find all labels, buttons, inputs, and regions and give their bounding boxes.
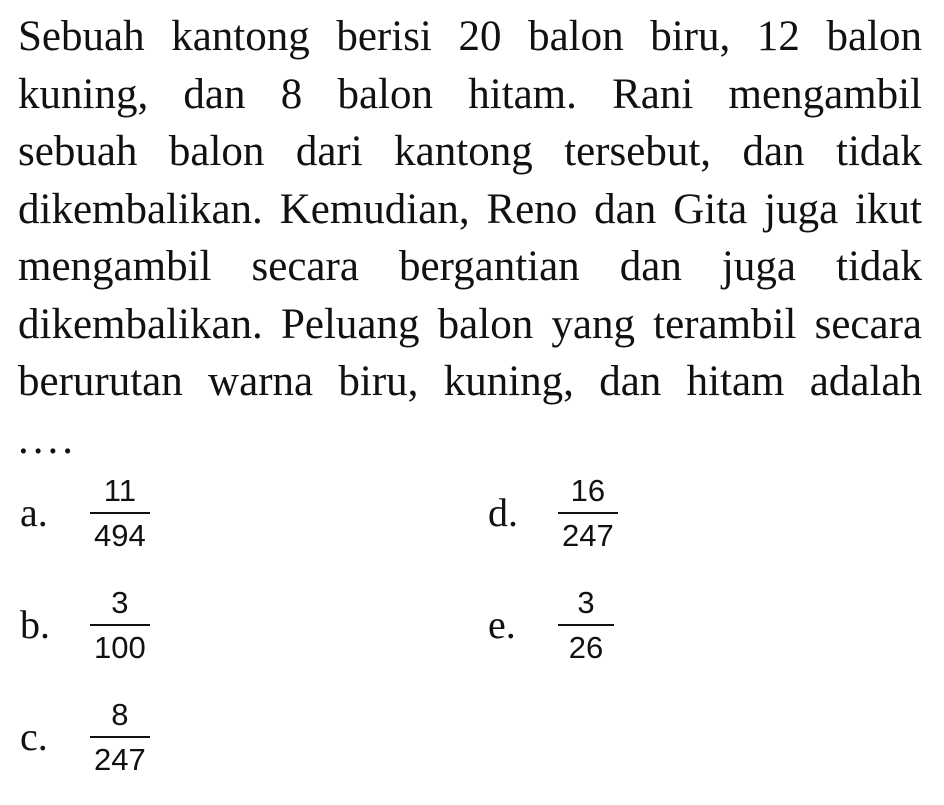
numerator: 16 [570,473,606,508]
question-line: mengambil secara bergantian dan juga tidak [18,243,922,290]
numerator: 11 [103,473,136,508]
fraction [90,699,150,775]
denominator: 247 [562,518,614,553]
question-line: kuning, dan 8 balon hitam. Rani mengambil [18,70,922,118]
numerator: 3 [111,585,129,620]
denominator: 100 [94,630,146,665]
option-e[interactable] [488,580,614,670]
option-a[interactable] [20,468,150,558]
question-line: dikembalikan. Kemudian, Reno dan Gita juga ikut [18,185,922,233]
fraction [558,475,618,551]
denominator: 26 [568,630,604,665]
numerator: 8 [111,697,129,732]
option-label: a. [20,490,48,535]
fraction [90,587,150,663]
denominator: 494 [94,518,146,553]
option-b[interactable] [20,580,150,670]
question-line: Sebuah kantong berisi 20 balon biru, 12 balon [18,13,922,60]
option-d[interactable] [488,468,618,558]
question-line: berurutan warna biru, kuning, dan hitam adalah [18,358,922,405]
option-c[interactable] [20,692,150,782]
option-label: c. [20,714,48,759]
question-ellipsis: .... [18,415,77,463]
question-line: sebuah balon dari kantong tersebut, dan tidak [18,128,922,175]
option-label: e. [488,602,516,647]
numerator: 3 [577,585,595,620]
fraction [558,587,614,663]
question-line: dikembalikan. Peluang balon yang terambil secara [18,300,922,348]
option-label: d. [488,490,518,535]
fraction [90,475,150,551]
denominator: 247 [94,742,146,777]
option-label: b. [20,602,50,647]
